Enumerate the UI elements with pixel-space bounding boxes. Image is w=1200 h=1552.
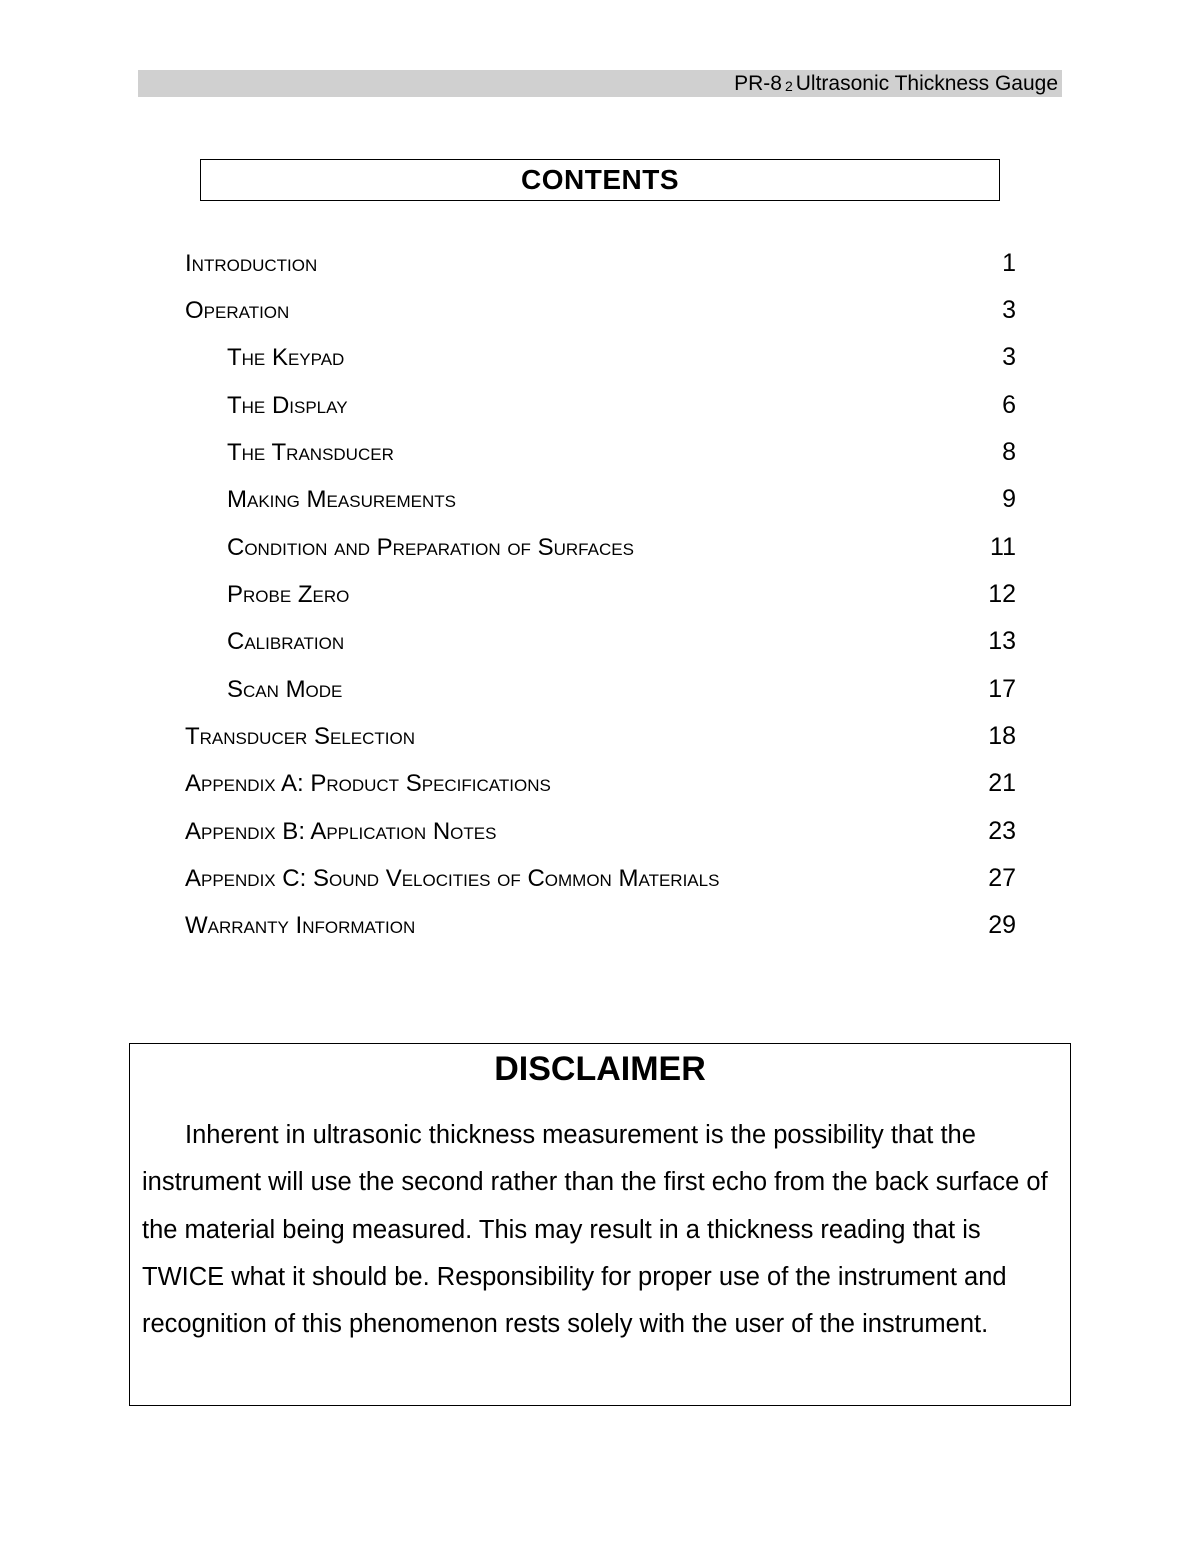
toc-entry-page: 3 [1002,296,1016,324]
toc-entry-label[interactable]: Probe Zero [227,580,350,608]
toc-entry-label[interactable]: Transducer Selection [185,722,416,750]
disclaimer-heading: DISCLAIMER [494,1050,706,1088]
toc-entry-label[interactable]: The Transducer [227,438,394,466]
toc-entry-label[interactable]: Operation [185,296,290,324]
disclaimer-text: Inherent in ultrasonic thickness measurement is the possibility that the instrument will use the second rather than the first echo from the back surface of the material being measured. This may result in a thickness reading that is TWICE what it should be. Responsibility for proper use of the instrument and recognition of this phenomenon rests solely with the user of the instrument. [142,1121,1048,1339]
toc-entry-page: 9 [1002,485,1016,513]
toc-entry-label[interactable]: The Display [227,391,348,419]
toc-entry-page: 1 [1002,249,1016,277]
toc-entry-label[interactable]: The Keypad [227,343,345,371]
disclaimer-box [129,1043,1071,1406]
toc-entry-page: 21 [988,769,1016,797]
toc-entry-page: 8 [1002,438,1016,466]
toc-entry-label[interactable]: Introduction [185,249,318,277]
toc-entry-page: 11 [990,533,1016,561]
toc-entry-label[interactable]: Appendix A: Product Specifications [185,769,551,797]
header-model: PR-8 [734,71,782,95]
toc-entry-label[interactable]: Condition and Preparation of Surfaces [227,533,634,561]
toc-entry-page: 12 [988,580,1016,608]
toc-entry-label[interactable]: Making Measurements [227,485,456,513]
toc-entry-page: 6 [1002,391,1016,419]
toc-entry-page: 13 [988,627,1016,655]
header-model-suffix: 2 [784,77,793,94]
toc-entry-page: 27 [988,864,1016,892]
header-title: Ultrasonic Thickness Gauge [795,71,1058,95]
toc-entry-page: 29 [988,911,1016,939]
toc-entry-label[interactable]: Calibration [227,627,345,655]
running-header [138,70,1062,97]
toc-entry-page: 18 [988,722,1016,750]
toc-entry-label[interactable]: Appendix B: Application Notes [185,817,497,845]
toc-entry-page: 3 [1002,343,1016,371]
toc-entry-page: 17 [988,675,1016,703]
toc-entry-label[interactable]: Appendix C: Sound Velocities of Common Materials [185,864,720,892]
toc-entry-label[interactable]: Scan Mode [227,675,343,703]
contents-heading: CONTENTS [200,159,1000,201]
toc-entry-page: 23 [988,817,1016,845]
toc-entry-label[interactable]: Warranty Information [185,911,416,939]
